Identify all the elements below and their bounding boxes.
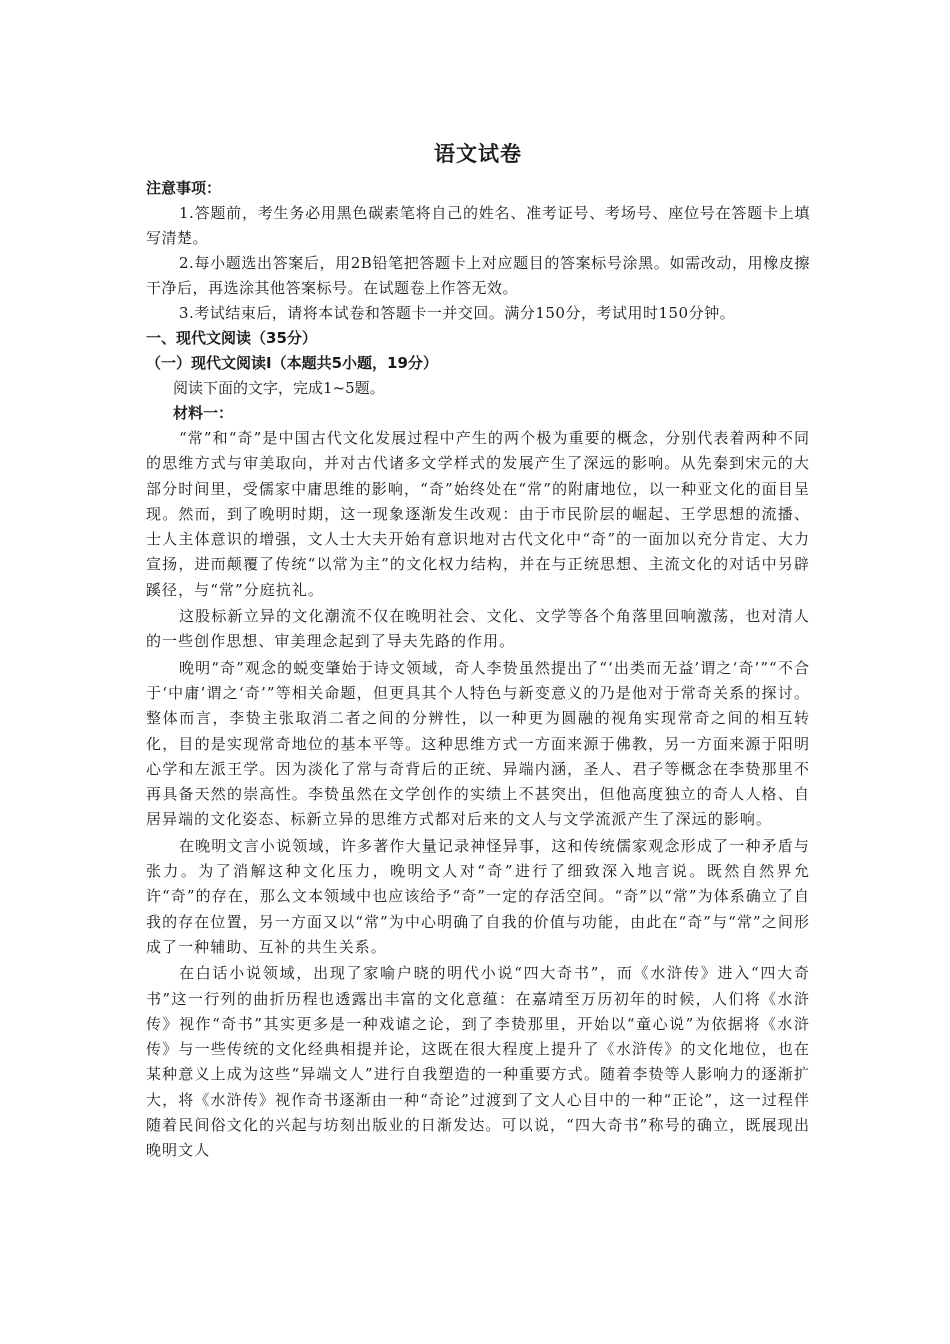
passage-paragraph: 在晚明文言小说领域，许多著作大量记录神怪异事，这和传统儒家观念形成了一种矛盾与张力。为了消解这种文化压力，晚明文人对“奇”进行了细致深入地言说。既然自然界允许“奇”的存在，那么文本领域中也应该给予“奇”一定的存活空间。“奇”以“常”为体系确立了自我的存在位置，另一方面又以“常”为中心明确了自我的价值与功能，由此在“奇”与“常”之间形成了一种辅助、互补的共生关系。 [146,836,810,956]
notice-item: 1.答题前，考生务必用黑色碳素笔将自己的姓名、准考证号、考场号、座位号在答题卡上填写清楚。 [146,204,810,247]
subsection-heading: （一）现代文阅读Ⅰ（本题共5小题，19分） [146,354,438,372]
passage-paragraph: 晚明“奇”观念的蜕变肇始于诗文领域，奇人李贽虽然提出了“‘出类而无益’谓之‘奇’”“不合于‘中庸’谓之‘奇’”等相关命题，但更具其个人特色与新变意义的乃是他对于常奇关系的探讨。整体而言，李贽主张取消二者之间的分辨性，以一种更为圆融的视角实现常奇之间的相互转化，目的是实现常奇地位的基本平等。这种思维方式一方面来源于佛教，另一方面来源于阳明心学和左派王学。因为淡化了常与奇背后的正统、异端内涵，圣人、君子等概念在李贽那里不再具备天然的崇高性。李贽虽然在文学创作的实绩上不甚突出，但他高度独立的奇人人格、自居异端的文化姿态、标新立异的思维方式都对后来的文人与文学流派产生了深远的影响。 [146,658,810,829]
reading-instruction: 阅读下面的文字，完成1~5题。 [173,379,385,397]
notice-item: 3.考试结束后，请将本试卷和答题卡一并交回。满分150分，考试用时150分钟。 [179,304,736,322]
exam-page [146,136,810,1164]
section-heading: 一、现代文阅读（35分） [146,329,317,347]
passage [146,426,810,1164]
exam-title: 语文试卷 [434,142,522,166]
notice-section [146,176,810,326]
notice-item: 2.每小题选出答案后，用2B铅笔把答题卡上对应题目的答案标号涂黑。如需改动，用橡皮擦干净后，再选涂其他答案标号。在试题卷上作答无效。 [146,254,810,297]
material-label: 材料一： [173,404,234,422]
passage-paragraph: 在白话小说领域，出现了家喻户晓的明代小说“四大奇书”，而《水浒传》进入“四大奇书”这一行列的曲折历程也透露出丰富的文化意蕴：在嘉靖至万历初年的时候，人们将《水浒传》视作“奇书”其实更多是一种戏谑之论，到了李贽那里，开始以“童心说”为依据将《水浒传》与一些传统的文化经典相提并论，这既在很大程度上提升了《水浒传》的文化地位，也在某种意义上成为这些“异端文人”进行自我塑造的一种重要方式。随着李贽等人影响力的逐渐扩大，将《水浒传》视作奇书逐渐由一种“奇论”过渡到了文人心目中的一种“正论”，这一过程伴随着民间俗文化的兴起与坊刻出版业的日渐发达。可以说，“四大奇书”称号的确立，既展现出晚明文人 [146,964,810,1160]
notice-heading: 注意事项： [146,179,222,197]
passage-paragraph: 这股标新立异的文化潮流不仅在晚明社会、文化、文学等各个角落里回响激荡，也对清人的一些创作思想、审美理念起到了导夫先路的作用。 [146,607,810,651]
passage-paragraph: “常”和“奇”是中国古代文化发展过程中产生的两个极为重要的概念，分别代表着两种不同的思维方式与审美取向，并对古代诸多文学样式的发展产生了深远的影响。从先秦到宋元的大部分时间里，受儒家中庸思维的影响，“奇”始终处在“常”的附庸地位，以一种亚文化的面目呈现。然而，到了晚明时期，这一现象逐渐发生改观：由于市民阶层的崛起、王学思想的流播、士人主体意识的增强，文人士大夫开始有意识地对古代文化中“奇”的一面加以充分肯定、大力宣扬，进而颠覆了传统“以常为主”的文化权力结构，并在与正统思想、主流文化的对话中另辟蹊径，与“常”分庭抗礼。 [146,429,810,599]
